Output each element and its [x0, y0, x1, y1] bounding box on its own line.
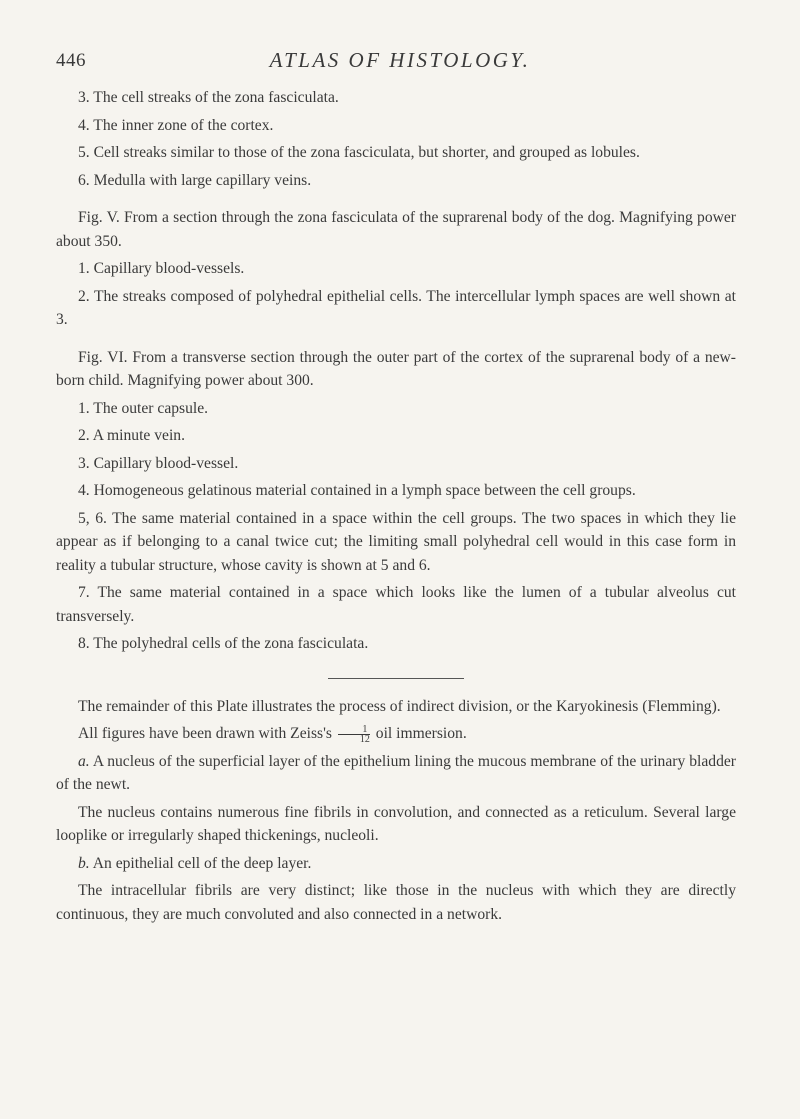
list-item-a — [56, 750, 736, 797]
fraction-numerator: 1 — [338, 725, 370, 735]
fraction — [338, 725, 370, 744]
list-item: 1. Capillary blood-vessels. — [78, 260, 245, 277]
item-letter: b. — [78, 854, 90, 872]
figure-caption: Fig. VI. From a transverse section through the outer part of the cortex of the suprarenal body of a new-born child. Magnifying power about 300. — [56, 348, 736, 389]
paragraph: The remainder of this Plate illustrates the process of indirect division, or the Karyokinesis (Flemming). — [78, 697, 721, 715]
list-item: 3. Capillary blood-vessel. — [78, 454, 239, 472]
page-body — [56, 86, 736, 930]
item-letter: a. — [78, 752, 90, 770]
paragraph: The nucleus contains numerous fine fibrils in convolution, and connected as a reticulum. Several large looplike or irregularly shaped thickenings, nucleoli. — [56, 803, 736, 844]
fraction-denominator: 12 — [359, 733, 370, 745]
list-item: 7. The same material contained in a space which looks like the lumen of a tubular alveolus cut transversely. — [56, 584, 736, 625]
figure-caption: Fig. V. From a section through the zona fasciculata of the suprarenal body of the dog. Magnifying power about 350. — [56, 209, 736, 250]
immersion-text-before: All figures have been drawn with Zeiss's — [78, 725, 336, 742]
list-item: 1. The outer capsule. — [78, 399, 209, 417]
section-divider — [328, 678, 464, 679]
immersion-text-after: oil immersion. — [371, 725, 467, 742]
list-item: 2. A minute vein. — [78, 427, 185, 444]
list-item: 5. Cell streaks similar to those of the zona fasciculata, but shorter, and grouped as lobules. — [78, 144, 640, 161]
immersion-paragraph — [56, 722, 736, 746]
running-title: ATLAS OF HISTOLOGY. — [269, 48, 531, 72]
list-item: 2. The streaks composed of polyhedral epithelial cells. The intercellular lymph spaces are well shown at 3. — [56, 287, 736, 328]
paragraph: The intracellular fibrils are very distinct; like those in the nucleus with which they are directly continuous, they are much convoluted and also connected in a network. — [56, 882, 736, 923]
list-item-b — [56, 852, 736, 876]
item-text: A nucleus of the superficial layer of the epithelium lining the mucous membrane of the urinary bladder of the newt. — [56, 752, 736, 793]
list-item: 6. Medulla with large capillary veins. — [78, 171, 312, 189]
list-item: 8. The polyhedral cells of the zona fasciculata. — [78, 635, 369, 652]
page-number: 446 — [56, 50, 86, 71]
item-text: An epithelial cell of the deep layer. — [89, 854, 312, 872]
list-item: 4. The inner zone of the cortex. — [78, 116, 274, 134]
list-item: 4. Homogeneous gelatinous material contained in a lymph space between the cell groups. — [78, 482, 636, 499]
list-item: 3. The cell streaks of the zona fasciculata. — [78, 89, 339, 106]
list-item: 5, 6. The same material contained in a space within the cell groups. The two spaces in which they lie appear as if belonging to a canal twice cut; the limiting small polyhedral cell would in this case form in reality a tubular structure, whose cavity is shown at 5 and 6. — [56, 509, 736, 574]
